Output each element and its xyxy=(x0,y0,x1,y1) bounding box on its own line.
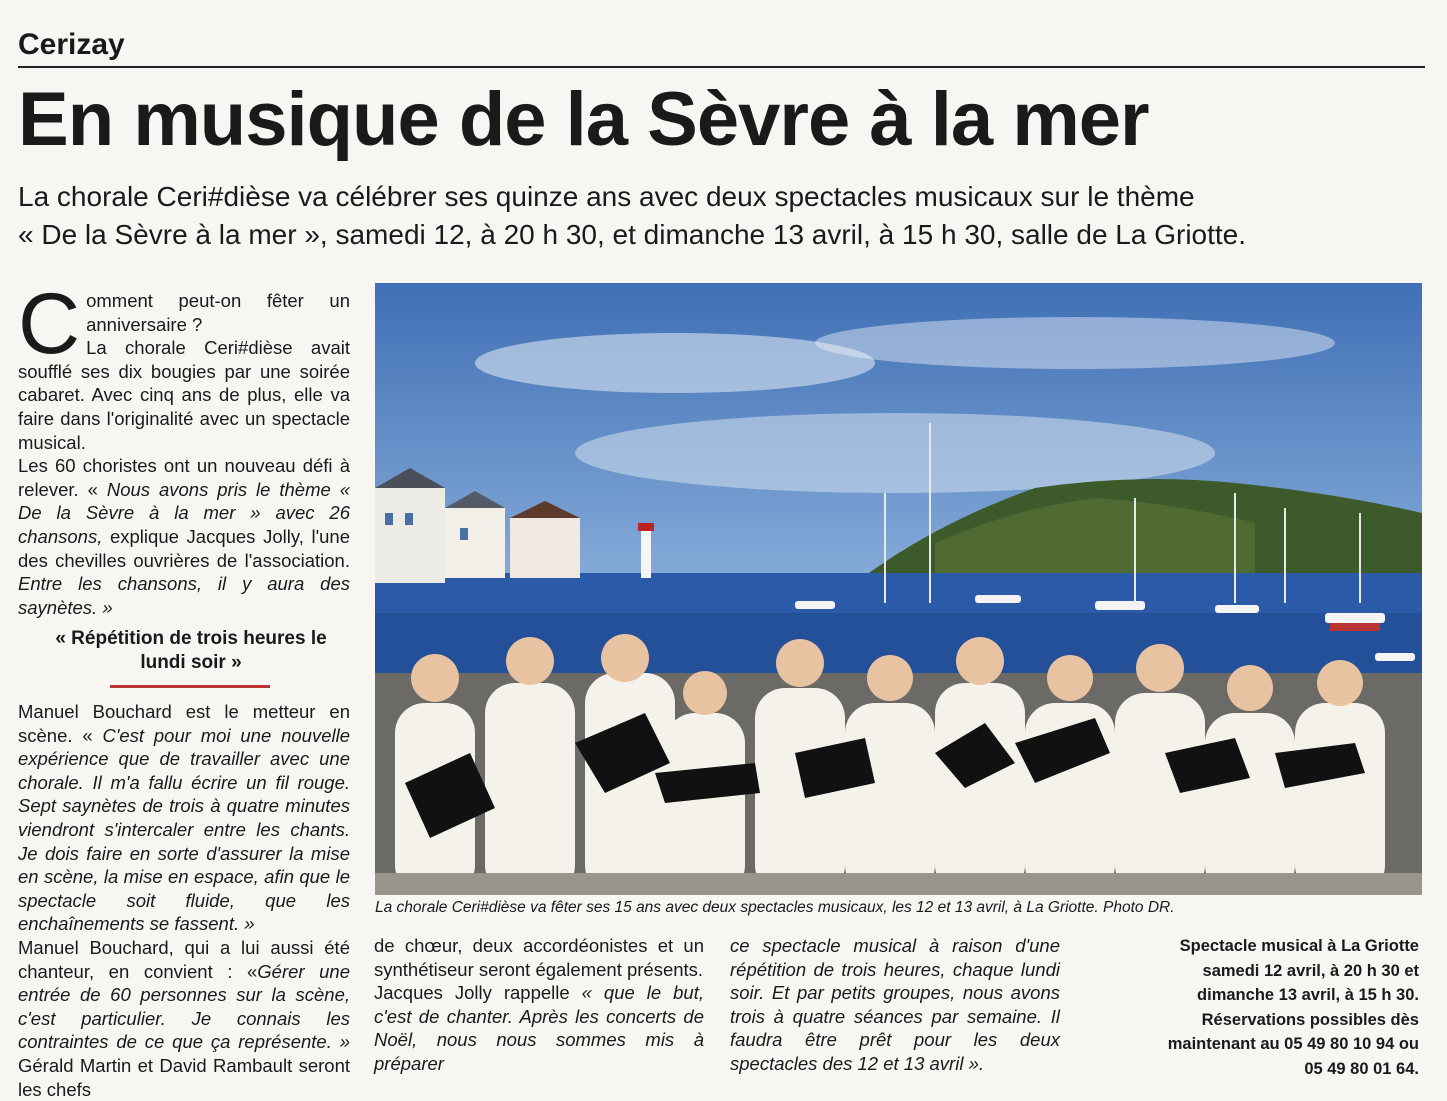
article-column-1-top xyxy=(18,276,350,619)
paragraph xyxy=(18,700,350,936)
article-column-3 xyxy=(730,934,1060,1076)
harbor-choir-illustration xyxy=(375,283,1422,895)
section-label: Cerizay xyxy=(18,28,125,61)
photo-caption: La chorale Ceri#dièse va fêter ses 15 ans avec deux spectacles musicaux, les 12 et 13 avril, à La Griotte. Photo DR. xyxy=(375,899,1175,916)
quote-text: Gérer une entrée de 60 personnes sur la scène, c'est particulier. Je connais les contraintes de ce que ça représente. » xyxy=(18,960,350,1053)
paragraph-text: Les 60 choristes ont un nouveau défi à relever. « xyxy=(18,455,350,500)
info-line: 05 49 80 01 64. xyxy=(1304,1059,1419,1078)
info-line: Spectacle musical à La Griotte xyxy=(1179,937,1419,955)
paragraph-text: Manuel Bouchard, qui a lui aussi été chanteur, en convient : « xyxy=(18,936,350,982)
header-rule xyxy=(18,66,1425,68)
quote-text: « que le but, c'est de chanter. Après les concerts de Noël, nous nous sommes mis à préparer xyxy=(374,982,704,1074)
paragraph-text: omment peut-on fêter un anniversaire ? xyxy=(86,290,350,335)
subheading: « Répétition de trois heures le lundi soir » xyxy=(55,628,327,673)
standfirst xyxy=(18,178,1438,254)
subheading-rule xyxy=(110,685,270,688)
headline: En musique de la Sèvre à la mer xyxy=(18,77,1149,162)
paragraph xyxy=(18,936,350,1101)
dropcap: C xyxy=(18,276,81,372)
info-line: Réservations possibles dès xyxy=(1201,1010,1419,1029)
event-info-box xyxy=(1115,934,1419,1081)
paragraph-text: Gérald Martin et David Rambault seront les chefs xyxy=(18,1054,350,1100)
quote-text: Nous avons pris le thème « De la Sèvre à la mer » avec 26 chansons, xyxy=(18,478,350,547)
paragraph xyxy=(730,934,1060,1076)
paragraph xyxy=(374,981,704,1075)
paragraph xyxy=(18,276,350,372)
info-line: samedi 12 avril, à 20 h 30 et xyxy=(1202,961,1419,980)
article-column-1-bottom xyxy=(18,700,350,1101)
paragraph-text: Jacques Jolly rappelle xyxy=(374,982,570,1004)
paragraph xyxy=(18,454,350,619)
paragraph-text: explique Jacques Jolly, l'une des chevilles ouvrières de l'association. xyxy=(18,525,350,571)
article-column-2 xyxy=(374,934,704,1076)
quote-text: ce spectacle musical à raison d'une répétition de trois heures, chaque lundi soir. Et par petits groupes, nous avons trois à quatre séances par semaine. Il faudra être prêt pour les deux spectacles des 12 et 13 avril ». xyxy=(730,935,1060,1074)
info-line: dimanche 13 avril, à 15 h 30. xyxy=(1197,986,1419,1004)
standfirst-line-2: « De la Sèvre à la mer », samedi 12, à 20 h 30, et dimanche 13 avril, à 15 h 30, salle de La Griotte. xyxy=(18,219,1247,250)
paragraph-text: Manuel Bouchard est le metteur en scène. « xyxy=(18,701,350,746)
choir-members xyxy=(375,634,1422,895)
paragraph: La chorale Ceri#dièse avait soufflé ses dix bougies par une soirée cabaret. Avec cinq ans de plus, elle va faire dans l'originalité avec un spectacle musical. xyxy=(18,337,350,453)
paragraph: de chœur, deux accordéonistes et un synthétiseur seront également présents. xyxy=(374,935,704,980)
info-line: maintenant au 05 49 80 10 94 ou xyxy=(1167,1035,1419,1053)
standfirst-line-1: La chorale Ceri#dièse va célébrer ses quinze ans avec deux spectacles musicaux sur le thème xyxy=(18,181,1195,212)
quote-text: Entre les chansons, il y aura des saynètes. » xyxy=(18,573,350,618)
quote-text: C'est pour moi une nouvelle expérience que de travailler avec une chorale. Il m'a fallu écrire un fil rouge. Sept saynètes de trois à quatre minutes viendront s'intercaler entre les chants. Je dois faire en sorte d'assurer la mise en scène, la mise en espace, afin que le spectacle soit fluide, que les enchaînements se fassent. » xyxy=(18,724,351,935)
choir-photo xyxy=(375,283,1422,895)
